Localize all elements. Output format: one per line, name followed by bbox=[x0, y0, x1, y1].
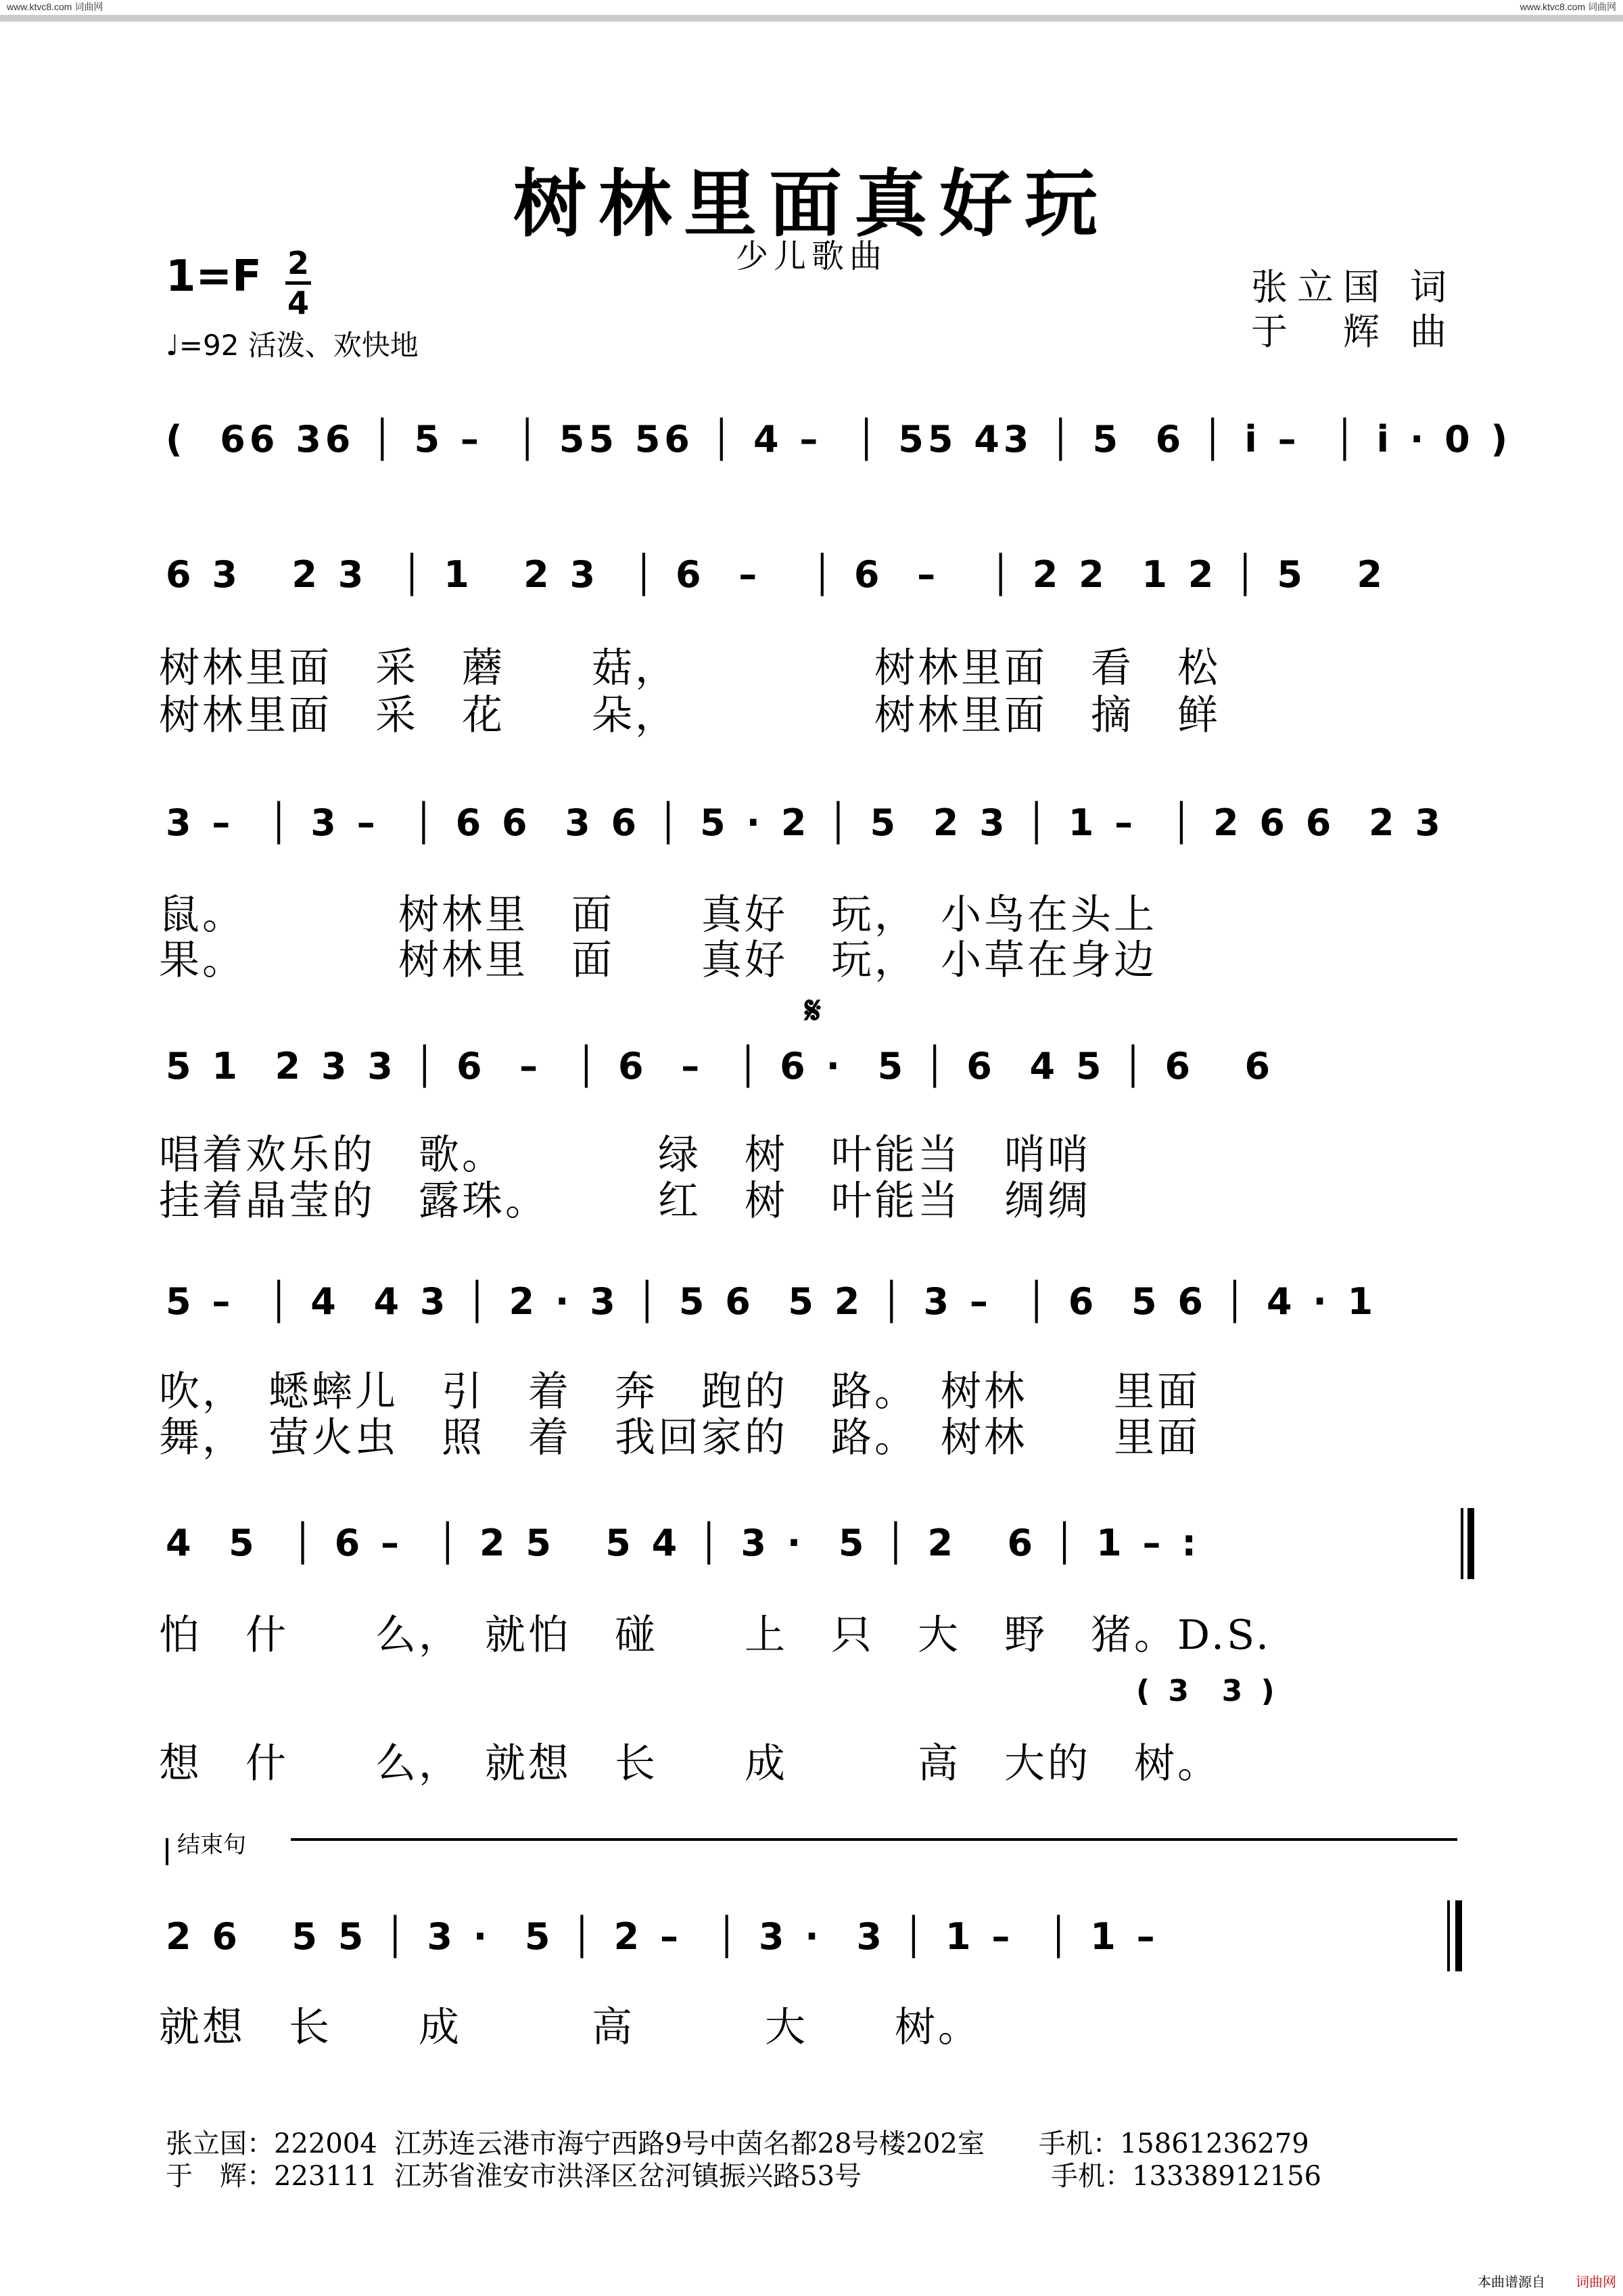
time-signature-bottom: 4 bbox=[287, 285, 309, 321]
watermark-bottom-right: 词曲网 bbox=[1576, 2274, 1616, 2290]
system-1-notes: ( 66 36 │ 5 – │ 55 56 │ 4 – │ 55 43 │ 5 6 │ i – │ i · 0 ) bbox=[166, 418, 1512, 461]
final-barline bbox=[1447, 1900, 1450, 1971]
repeat-end-barline bbox=[1461, 1508, 1463, 1579]
system-6-lyrics-verse-1: 怕 什 么， 就怕 碰 上 只 大 野 猪。D.S. bbox=[159, 1612, 1272, 1659]
watermark-bottom-left: 本曲谱源自 bbox=[1478, 2274, 1545, 2290]
system-7-notes: 2 6 5 5 │ 3 · 5 │ 2 – │ 3 · 3 │ 1 – │ 1 – bbox=[166, 1915, 1159, 1958]
final-thick-barline bbox=[1455, 1900, 1462, 1971]
system-2-lyrics-verse-2: 树林里面 采 花 朵， 树林里面 摘 鲜 bbox=[159, 692, 1221, 739]
system-7-lyrics: 就想 长 成 高 大 树。 bbox=[159, 2004, 981, 2051]
time-signature bbox=[283, 245, 314, 321]
tempo-marking: ♩=92 活泼、欢快地 bbox=[166, 329, 419, 362]
repeat-end-thick-barline bbox=[1467, 1508, 1474, 1579]
system-3-lyrics-verse-1: 鼠。 树林里 面 真好 玩， 小鸟在头上 bbox=[159, 891, 1157, 939]
time-signature-top: 2 bbox=[287, 245, 309, 281]
ending-label: 结束句 bbox=[177, 1831, 246, 1858]
system-5-lyrics-verse-2: 舞， 萤火虫 照 着 我回家的 路。 树林 里面 bbox=[159, 1414, 1200, 1461]
lyricist-credit: 张立国 词 bbox=[1251, 266, 1457, 308]
key-signature: 1=F bbox=[166, 252, 262, 302]
page-subtitle: 少儿歌曲 bbox=[735, 237, 887, 275]
composer-credit: 于 辉 曲 bbox=[1251, 310, 1457, 353]
system-4-notes: 5 1 2 3 3 │ 6 – │ 6 – │ 6 · 5 │ 6 4 5 │ 6 6 bbox=[166, 1045, 1275, 1087]
system-5-lyrics-verse-1: 吹， 蟋蟀儿 引 着 奔 跑的 路。 树林 里面 bbox=[159, 1368, 1200, 1415]
system-2-lyrics-verse-1: 树林里面 采 蘑 菇， 树林里面 看 松 bbox=[159, 645, 1221, 692]
footer-line-1: 张立国：222004 江苏连云港市海宁西路9号中茵名都28号楼202室 手机：15861236279 bbox=[166, 2128, 1309, 2159]
system-3-notes: 3 – │ 3 – │ 6 6 3 6 │ 5 · 2 │ 5 2 3 │ 1 – │ 2 6 6 2 3 bbox=[166, 801, 1444, 844]
system-3-lyrics-verse-2: 果。 树林里 面 真好 玩， 小草在身边 bbox=[159, 937, 1157, 984]
system-4-lyrics-verse-2: 挂着晶莹的 露珠。 红 树 叶能当 绸绸 bbox=[159, 1177, 1091, 1225]
top-divider bbox=[0, 15, 1623, 22]
system-2-notes: 6 3 2 3 │ 1 2 3 │ 6 – │ 6 – │ 2 2 1 2 │ 5 2 bbox=[166, 553, 1386, 596]
watermark-top-right: www.ktvc8.com 词曲网 bbox=[1520, 1, 1616, 12]
ending-bracket-left bbox=[166, 1838, 168, 1865]
system-4-lyrics-verse-1: 唱着欢乐的 歌。 绿 树 叶能当 哨哨 bbox=[159, 1131, 1091, 1179]
segno-sign: 𝄋 bbox=[805, 989, 822, 1033]
system-6-notes: 4 5 │ 6 – │ 2 5 5 4 │ 3 · 5 │ 2 6 │ 1 – : bbox=[166, 1522, 1200, 1564]
footer-line-2: 于 辉：223111 江苏省淮安市洪泽区岔河镇振兴路53号 手机：13338912156 bbox=[166, 2161, 1321, 2192]
ending-bracket-line bbox=[291, 1838, 1457, 1841]
page-title: 树林里面真好玩 bbox=[513, 162, 1110, 247]
watermark-top-left: www.ktvc8.com 词曲网 bbox=[7, 1, 103, 12]
system-5-notes: 5 – │ 4 4 3 │ 2 · 3 │ 5 6 5 2 │ 3 – │ 6 5 6 │ 4 · 1 bbox=[166, 1280, 1378, 1323]
system-6-lyrics-verse-2: 想 什 么， 就想 长 成 高 大的 树。 bbox=[159, 1740, 1221, 1787]
system-6-alt-notes: ( 3 3 ) bbox=[1136, 1674, 1279, 1708]
